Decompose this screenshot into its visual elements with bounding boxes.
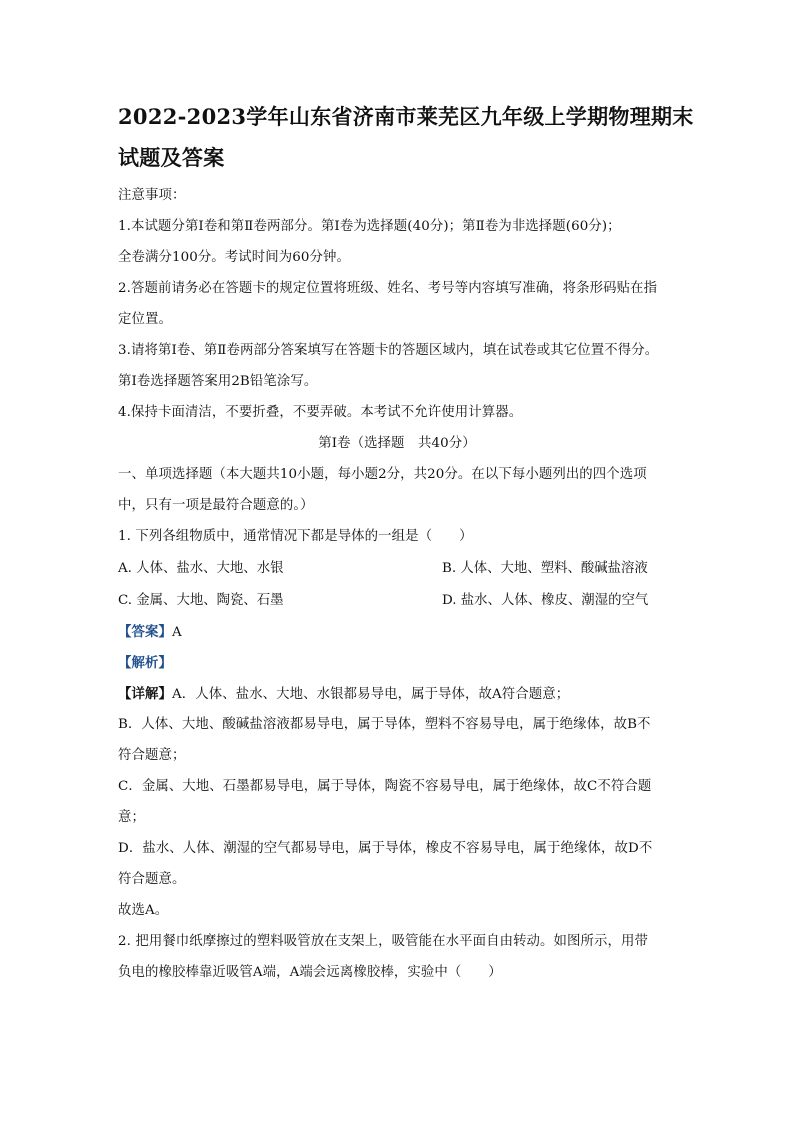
section-heading: 第Ⅰ卷（选择题 共40分） xyxy=(318,436,476,451)
notice-line: 2.答题前请务必在答题卡的规定位置将班级、姓名、考号等内容填写准确，将条形码贴在指 xyxy=(118,281,658,296)
notice-line: 3.请将第Ⅰ卷、第Ⅱ卷两部分答案填写在答题卡的答题区域内，填在试卷或其它位置不得分。 xyxy=(118,343,659,358)
detail-line: D．盐水、人体、潮湿的空气都易导电，属于导体，橡皮不容易导电，属于绝缘体，故D不 xyxy=(118,841,653,856)
notice-line: 全卷满分100分。考试时间为60分钟。 xyxy=(118,250,350,265)
conclusion-line: 故选A。 xyxy=(118,903,169,918)
document-title: 2022-2023学年山东省济南市莱芜区九年级上学期物理期末 xyxy=(118,104,694,129)
notice-heading: 注意事项： xyxy=(118,188,186,203)
question-1-option-d: D. 盐水、人体、橡皮、潮湿的空气 xyxy=(442,593,649,608)
answer-value: A xyxy=(171,625,182,640)
answer-line xyxy=(118,622,182,643)
detail-line xyxy=(118,684,569,705)
answer-label: 【答案】 xyxy=(118,624,172,640)
part-intro-continued: 中，只有一项是最符合题意的。） xyxy=(118,498,314,513)
question-1-option-c: C. 金属、大地、陶瓷、石墨 xyxy=(118,593,284,608)
analysis-line xyxy=(118,653,172,674)
notice-line: 1.本试题分第Ⅰ卷和第Ⅱ卷两部分。第Ⅰ卷为选择题(40分)；第Ⅱ卷为非选择题(60分)； xyxy=(118,219,621,234)
question-2-stem-continued: 负电的橡胶棒靠近吸管A端，A端会远离橡胶棒，实验中（ ） xyxy=(118,965,502,980)
question-2-stem: 2. 把用餐巾纸摩擦过的塑料吸管放在支架上，吸管能在水平面自由转动。如图所示，用带 xyxy=(118,934,648,949)
detail-label: 【详解】 xyxy=(118,686,172,702)
document-title-continued: 试题及答案 xyxy=(118,145,225,170)
detail-line: 符合题意。 xyxy=(118,872,186,887)
question-1-stem: 1. 下列各组物质中，通常情况下都是导体的一组是（ ） xyxy=(118,529,473,544)
part-intro: 一、单项选择题（本大题共10小题，每小题2分，共20分。在以下每小题列出的四个选项 xyxy=(118,467,647,482)
notice-line: 第Ⅰ卷选择题答案用2B铅笔涂写。 xyxy=(118,374,318,389)
detail-line: 符合题意； xyxy=(118,748,186,763)
notice-line: 4.保持卡面清洁，不要折叠，不要弄破。本考试不允许使用计算器。 xyxy=(118,405,523,420)
detail-line: C．金属、大地、石墨都易导电，属于导体，陶瓷不容易导电，属于绝缘体，故C不符合题 xyxy=(118,779,652,794)
detail-line: 意； xyxy=(118,810,145,825)
question-1-option-b: B. 人体、大地、塑料、酸碱盐溶液 xyxy=(442,561,648,576)
detail-line: B．人体、大地、酸碱盐溶液都易导电，属于导体，塑料不容易导电，属于绝缘体，故B不 xyxy=(118,717,651,732)
notice-line: 定位置。 xyxy=(118,312,172,327)
question-1-option-a: A. 人体、盐水、大地、水银 xyxy=(118,561,284,576)
detail-text: A．人体、盐水、大地、水银都易导电，属于导体，故A符合题意； xyxy=(171,687,570,702)
analysis-label: 【解析】 xyxy=(118,655,172,671)
